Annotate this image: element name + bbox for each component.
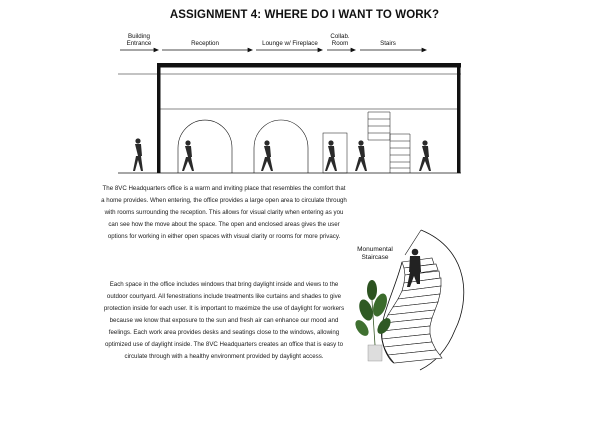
right-wall [457, 63, 461, 173]
person-figure-icon [133, 138, 143, 171]
building-roof [118, 63, 461, 74]
description-paragraph-2: Each space in the office includes windows that bring daylight inside and views to the outdoor courtyard. All fenestrations include treatments like curtains and shades to give protection inside for each user. It is important to maximize the use of daylight for workers because we know that exposure to the sun and fresh air can enhance our mood and feelings. Each work area provides desks and seatings close to the windows, allowing optimized use of daylight inside. The 8VC Headquarters creates an office that is easy to circulate through with a healthy environment provided by daylight access. [103, 281, 345, 361]
sequence-arrows [120, 48, 426, 51]
seq-label-collab-line2: Room [331, 40, 349, 47]
staircase-label-line1: Monumental [357, 246, 393, 253]
person-figure-icon [261, 140, 273, 171]
seq-label-stairs-line1: Stairs [380, 40, 396, 47]
seq-label-lounge-line1: Lounge w/ Fireplace [262, 40, 318, 47]
page-title: ASSIGNMENT 4: WHERE DO I WANT TO WORK? [169, 9, 440, 21]
person-figure-icon [325, 140, 337, 171]
staircase-label-line2: Staircase [361, 254, 389, 261]
seq-label-entrance-line1: Building [127, 33, 151, 40]
section-stairs [368, 112, 410, 173]
person-figure-icon [355, 140, 367, 171]
person-figure-icon [182, 140, 194, 171]
description-paragraph-1: The 8VC Headquarters office is a warm and inviting place that resembles the comfort that a home provides. When entering, the office provides a large open area to circulate through with rooms surrounding the reception. This allows for visual clarity when entering as you can see how the move about the space. The open and enclosed areas gives the user options for working in either open spaces with visual clarity or rooms for more privacy. [101, 185, 347, 241]
arch-lounge [254, 120, 308, 173]
seq-label-collab-line1: Collab. [330, 33, 350, 40]
seq-label-reception-line1: Reception [191, 40, 219, 47]
staircase-label [340, 246, 410, 262]
left-wall [157, 63, 161, 173]
person-figure-icon [419, 140, 431, 171]
seq-label-entrance-line2: Entrance [126, 40, 152, 47]
